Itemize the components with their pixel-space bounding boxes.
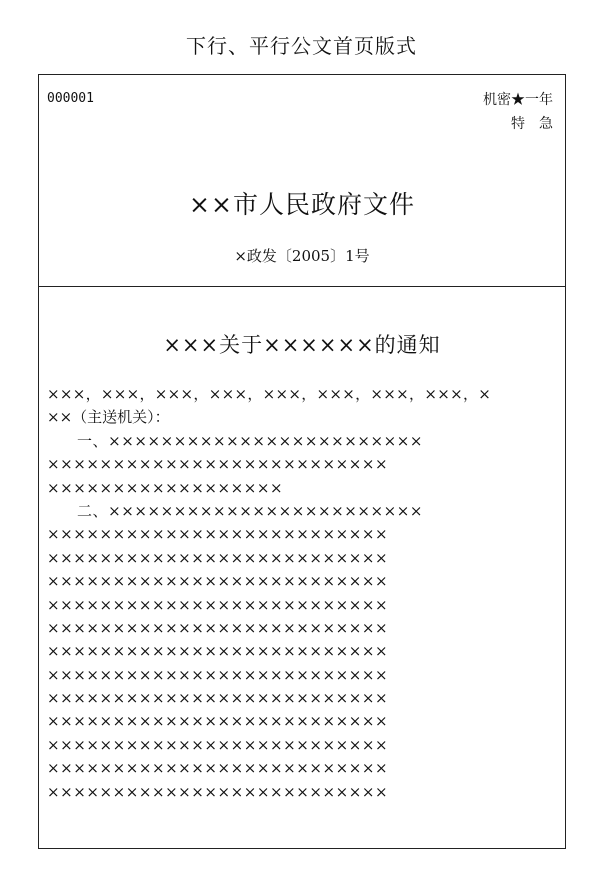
body-line: ×××××××××××××××××××××××××× [47, 595, 389, 614]
document-body [39, 287, 565, 847]
document-number: ×政发〔2005〕1号 [234, 247, 370, 265]
body-line: ×××××××××××××××××××××××××× [47, 782, 389, 801]
copy-number: 000001 [47, 91, 94, 106]
body-line: ×××××××××××××××××××××××××× [47, 618, 389, 637]
secret-level: 机密★一年 [483, 92, 553, 108]
document-frame [38, 74, 566, 849]
body-line: ×××××××××××××××××××××××××× [47, 759, 389, 778]
document-header [39, 75, 565, 287]
body-line: ××（主送机关）： [47, 408, 170, 427]
body-line: ×××××××××××××××××××××××××× [47, 735, 389, 754]
body-line: ×××××××××××××××××××××××××× [47, 548, 389, 567]
body-line: ×××，×××，×××，×××，×××，×××，×××，×××，× [47, 385, 492, 403]
body-line: 二、×××××××××××××××××××××××× [77, 501, 423, 520]
body-line: ×××××××××××××××××××××××××× [47, 642, 389, 661]
body-line: ×××××××××××××××××××××××××× [47, 525, 389, 544]
body-line: ×××××××××××××××××××××××××× [47, 665, 389, 684]
page-caption: 下行、平行公文首页版式 [186, 34, 417, 58]
urgency-level: 特急 [511, 116, 567, 132]
body-line: 一、×××××××××××××××××××××××× [77, 431, 423, 450]
body-line: ×××××××××××××××××××××××××× [47, 455, 389, 474]
body-text [47, 383, 561, 804]
notice-title: ×××关于××××××的通知 [163, 333, 441, 357]
body-line: ×××××××××××××××××××××××××× [47, 712, 389, 731]
issuing-organ-title: ××市人民政府文件 [189, 190, 415, 219]
body-line: ×××××××××××××××××××××××××× [47, 572, 389, 591]
body-line: ×××××××××××××××××× [47, 478, 284, 497]
body-line: ×××××××××××××××××××××××××× [47, 689, 389, 708]
